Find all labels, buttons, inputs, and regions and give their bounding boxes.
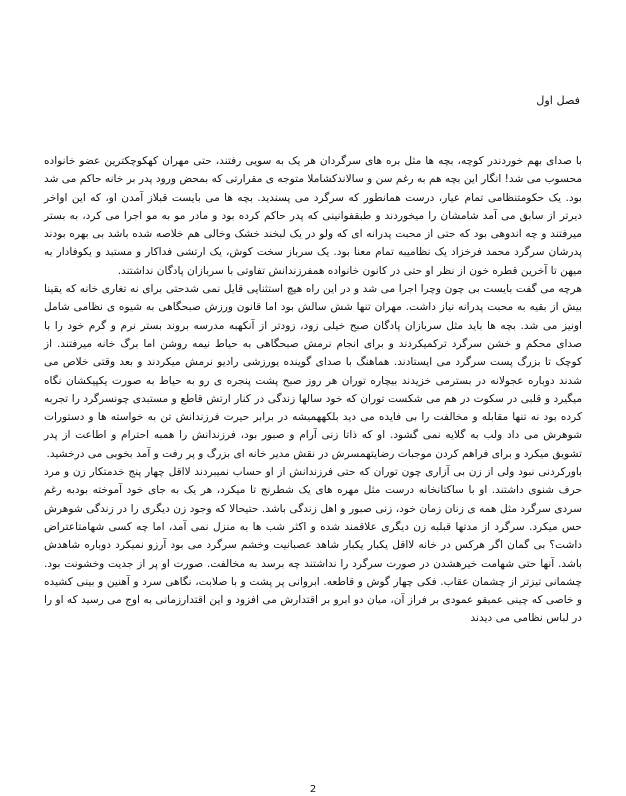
paragraph: با صدای بهم خوردندر کوچه، بچه ها مثل بره های سرگردان هر یک به سویی رفتند، حتی مهران کهکوچکترین عضو خانواده محسوب می شد! انگار این بچه هم به رغم سن و سالاندکشاملا متوجه ی مقرارتی که بمحض ورود پدر بر خانه حاکم می شد بود. یک حکومتنظامی تمام عیار، درست همانطور که سرگرد می پسندید. بچه ها می بایست قبلاز آمدن او، که این اواخر دیرتر از سابق می آمد شامشان را میخوردند و طبقفوانینی که پدر حاکم کرده بود و مادر مو به مو اجرا می کرد، به بستر میرفتند و چه اندوهی بود که حتی از محبت پدرانه ای که ولو در یک لبخند خشک وخالی هم خلاصه شده باشد بی بهره بودند پدرشان سرگرد محمد فرخزاد یک نظامیبه تمام معنا بود. یک سرباز سخت کوش، یک ارتشی فداکار و مستبد و یکوفادار به میهن تا آخرین قطره خون از نظر او حتی در کانون خانواده همفرزندانش تفاوتی با سربازان پادگان نداشتند.	[44, 155, 582, 277]
paragraph: هرچه می گفت بایست بی چون وچرا اجرا می شد و در این راه هیچ استثنایی قایل نمی شدحتی برای نه تغاری خانه که یقینا بیش از بقیه به محبت پدرانه نیاز داشت. مهران تنها شش سالش بود اما قانون ورزش صبحگاهی به شیوه ی نظامی شامل اونیز می شد. بچه ها باید مثل سربازان پادگان صبح خیلی زود، زودتر از آنکهبه مدرسه بروند بستر نرم و گرم خود را با صدای محکم و خشن سرگرد ترکمیکردند و برای انجام نرمش صبحگاهی به حیاط نیمه روشن اما برگ خانه میرفتند. از کوچک تا بزرگ پست سرگرد می ایستادند. هماهنگ با صدای گوینده یورزشی رادیو نرمش میکردند و بعد وقتی خلاص می شدند دوباره عجولانه در بسترمی خزیدند بیچاره توران هر روز صبح پشت پنجره ی رو به حیاط به صورت یکپیکشان نگاه میگیرد و قلبی در سکوت در هم می شکست توران که خود سالها زندگی در کنار ارتش قاطع و مستبدی چونسرگرد را تجربه کرده بود نه تنها مقابله و مخالفت را بی فایده می دید بلکههمیشه در برابر حیرت فرزندانش تن به خواسته ها و دستورات شوهرش می داد ولب به گلایه نمی گشود. او که ذاتا زنی آرام و صبور بود، فرزندانش را همبه احترام و اطاعت از پدر تشویق میکرد و برای فراهم کردن موجبات رضایتهمسرش در نقش مدیر خانه ای بزرگ و پر رفت و آمد بخوبی می درخشید.	[44, 283, 582, 460]
chapter-title: فصل اول	[536, 94, 580, 107]
paragraph: باورکردنی نبود ولی از زن بی آزاری چون توران که حتی فرزندانش از او حساب نمیبردند لااقل چهار پنج خدمتکار زن و مرد حرف شنوی داشتند. او با ساکتانخانه درست مثل مهره های یک شطرنج تا میکرد، هر یک به جای خود آموخته بودبه رغم سردی سرگرد مثل همه ی زنان زمان خود، زنی صبور و اهل زندگی باشد. حتیحالا که وجود زن دیگری را در زندگی شوهرش حس میکرد. سرگرد از مدتها قبلبه زن دیگری علاقمند شده و اکثر شب ها به منزل نمی آمد، اما چه کسی شهامتاعتراض داشت؟ بی گمان اگر هرکس در خانه لااقل یکبار یکبار شاهد عصبانیت وخشم سرگرد می بود آرزو نمیکرد دوباره شاهدش باشد. آنها حتی شهامت خیرهشدن در صورت سرگرد را نداشتند چه برسد به مخالفت. صورت او پر از جدیت وخشونت بود. چشمانی تیزتر از چشمان عقاب. فکی چهار گوش و قاطعه. ابروانی پر پشت و با صلابت، نگاهی سرد و آهنین و بینی کشیده و خاصی که چینی عمیقو عمودی بر فراز آن، میان دو ابرو بر اقتدارش می افزود و این اقتدارزمانی به اوج می رسید که او را در لباس نظامی می دیدند	[44, 466, 582, 625]
page-number: 2	[309, 784, 317, 795]
body-text	[44, 152, 582, 628]
